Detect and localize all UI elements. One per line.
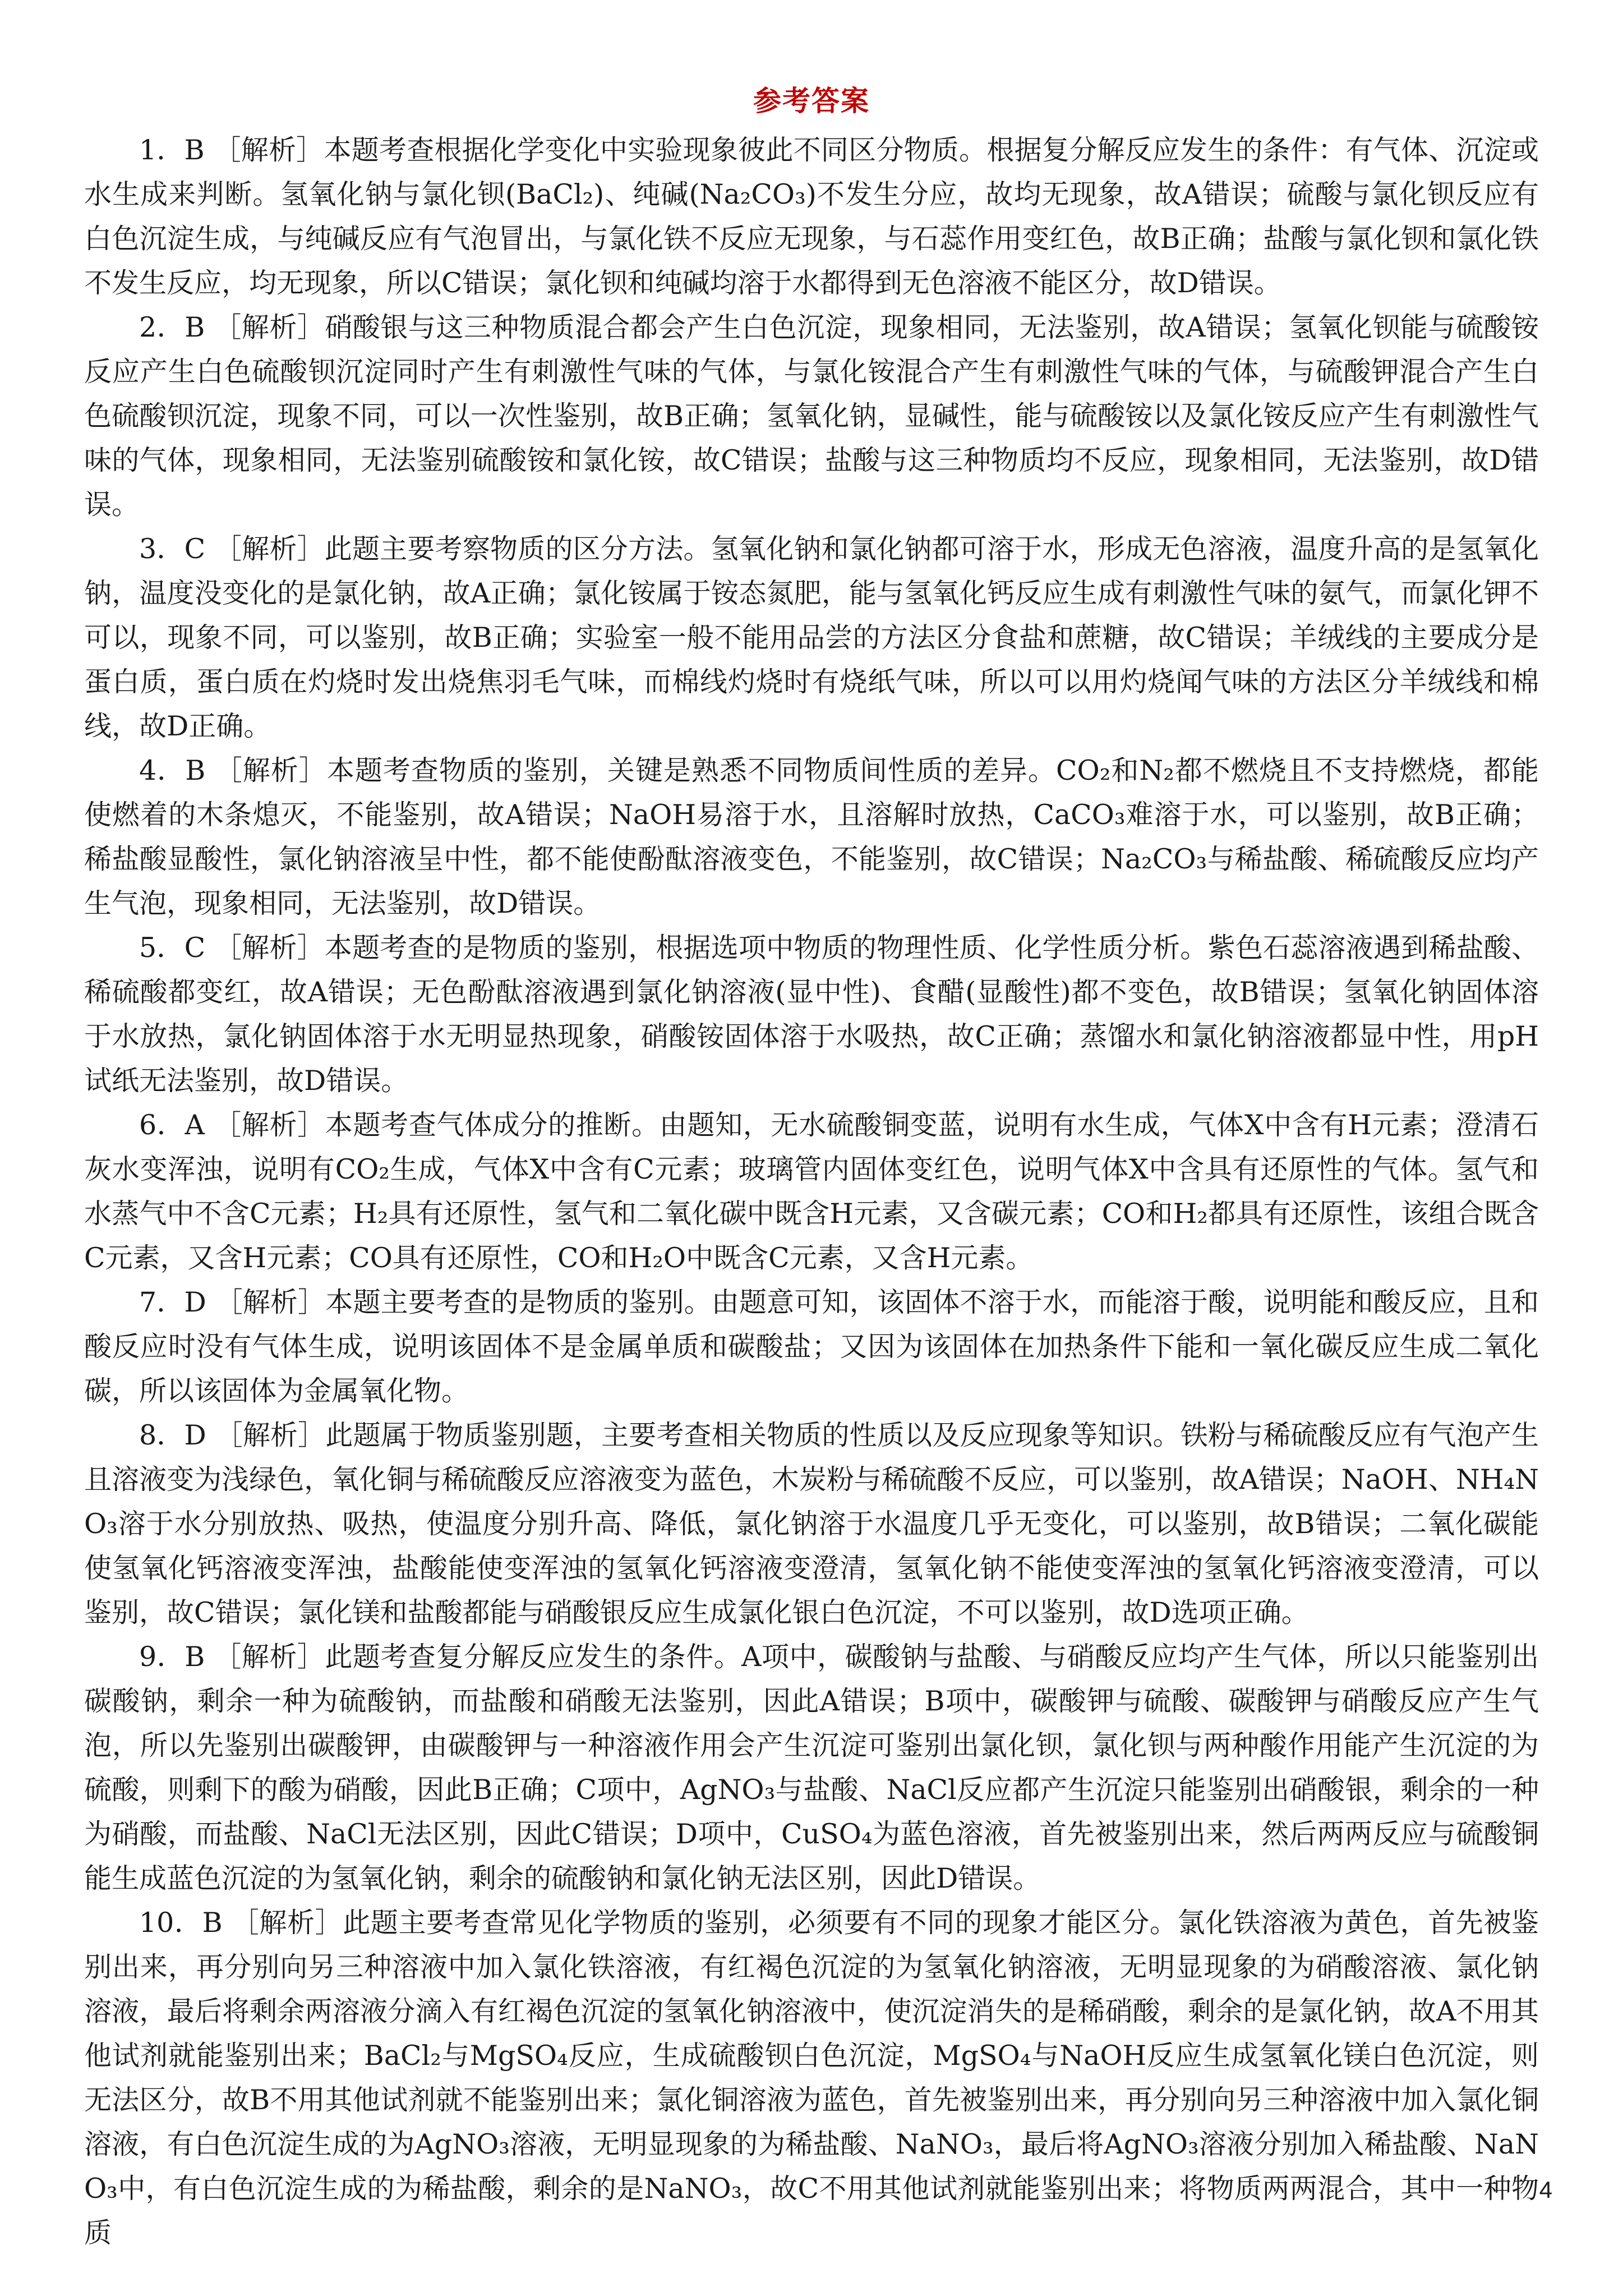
answer-2: 2．B ［解析］硝酸银与这三种物质混合都会产生白色沉淀，现象相同，无法鉴别，故A错误；氢氧化钡能与硫酸铵反应产生白色硫酸钡沉淀同时产生有刺激性气味的气体，与氯化铵混合产生有刺激性气味的气体，与硫酸钾混合产生白色硫酸钡沉淀，现象不同，可以一次性鉴别，故B正确；氢氧化钠，显碱性，能与硫酸铵以及氯化铵反应产生有刺激性气味的气体，现象相同，无法鉴别硫酸铵和氯化铵，故C错误；盐酸与这三种物质均不反应，现象相同，无法鉴别，故D错误。 [84, 311, 1539, 521]
answer-1: 1．B ［解析］本题考查根据化学变化中实验现象彼此不同区分物质。根据复分解反应发生的条件：有气体、沉淀或水生成来判断。氢氧化钠与氯化钡(BaCl₂)、纯碱(Na₂CO₃)不发生分应，故均无现象，故A错误；硫酸与氯化钡反应有白色沉淀生成，与纯碱反应有气泡冒出，与氯化铁不反应无现象，与石蕊作用变红色，故B正确；盐酸与氯化钡和氯化铁不发生反应，均无现象，所以C错误；氯化钡和纯碱均溶于水都得到无色溶液不能区分，故D错误。 [84, 134, 1539, 299]
answer-10: 10．B ［解析］此题主要考查常见化学物质的鉴别，必须要有不同的现象才能区分。氯化铁溶液为黄色，首先被鉴别出来，再分别向另三种溶液中加入氯化铁溶液，有红褐色沉淀的为氢氧化钠溶液，无明显现象的为硝酸溶液、氯化钠溶液，最后将剩余两溶液分滴入有红褐色沉淀的氢氧化钠溶液中，使沉淀消失的是稀硝酸，剩余的是氯化钠，故A不用其他试剂就能鉴别出来；BaCl₂与MgSO₄反应，生成硫酸钡白色沉淀，MgSO₄与NaOH反应生成氢氧化镁白色沉淀，则无法区分，故B不用其他试剂就不能鉴别出来；氯化铜溶液为蓝色，首先被鉴别出来，再分别向另三种溶液中加入氯化铜溶液，有白色沉淀生成的为AgNO₃溶液，无明显现象的为稀盐酸、NaNO₃，最后将AgNO₃溶液分别加入稀盐酸、NaNO₃中，有白色沉淀生成的为稀盐酸，剩余的是NaNO₃，故C不用其他试剂就能鉴别出来；将物质两两混合，其中一种物质 [84, 1907, 1539, 2249]
page-title: 参考答案 [753, 85, 870, 117]
page-number: 4 [1539, 2177, 1552, 2203]
answer-5: 5．C ［解析］本题考查的是物质的鉴别，根据选项中物质的物理性质、化学性质分析。紫色石蕊溶液遇到稀盐酸、稀硫酸都变红，故A错误；无色酚酞溶液遇到氯化钠溶液(显中性)、食醋(显酸性)都不变色，故B错误；氢氧化钠固体溶于水放热，氯化钠固体溶于水无明显热现象，硝酸铵固体溶于水吸热，故C正确；蒸馏水和氯化钠溶液都显中性，用pH试纸无法鉴别，故D错误。 [84, 932, 1539, 1097]
answer-3: 3．C ［解析］此题主要考察物质的区分方法。氢氧化钠和氯化钠都可溶于水，形成无色溶液，温度升高的是氢氧化钠，温度没变化的是氯化钠，故A正确；氯化铵属于铵态氮肥，能与氢氧化钙反应生成有刺激性气味的氨气，而氯化钾不可以，现象不同，可以鉴别，故B正确；实验室一般不能用品尝的方法区分食盐和蔗糖，故C错误；羊绒线的主要成分是蛋白质，蛋白质在灼烧时发出烧焦羽毛气味，而棉线灼烧时有烧纸气味，所以可以用灼烧闻气味的方法区分羊绒线和棉线，故D正确。 [84, 533, 1539, 742]
answer-8: 8．D ［解析］此题属于物质鉴别题，主要考查相关物质的性质以及反应现象等知识。铁粉与稀硫酸反应有气泡产生且溶液变为浅绿色，氧化铜与稀硫酸反应溶液变为蓝色，木炭粉与稀硫酸不反应，可以鉴别，故A错误；NaOH、NH₄NO₃溶于水分别放热、吸热，使温度分别升高、降低，氯化钠溶于水温度几乎无变化，可以鉴别，故B错误；二氧化碳能使氢氧化钙溶液变浑浊，盐酸能使变浑浊的氢氧化钙溶液变澄清，氢氧化钠不能使变浑浊的氢氧化钙溶液变澄清，可以鉴别，故C错误；氯化镁和盐酸都能与硝酸银反应生成氯化银白色沉淀，不可以鉴别，故D选项正确。 [84, 1419, 1539, 1628]
answer-7: 7．D ［解析］本题主要考查的是物质的鉴别。由题意可知，该固体不溶于水，而能溶于酸，说明能和酸反应，且和酸反应时没有气体生成，说明该固体不是金属单质和碳酸盐；又因为该固体在加热条件下能和一氧化碳反应生成二氧化碳，所以该固体为金属氧化物。 [84, 1286, 1539, 1407]
answer-list [84, 128, 1539, 2255]
answer-4: 4．B ［解析］本题考查物质的鉴别，关键是熟悉不同物质间性质的差异。CO₂和N₂都不燃烧且不支持燃烧，都能使燃着的木条熄灭，不能鉴别，故A错误；NaOH易溶于水，且溶解时放热，CaCO₃难溶于水，可以鉴别，故B正确；稀盐酸显酸性，氯化钠溶液呈中性，都不能使酚酞溶液变色，不能鉴别，故C错误；Na₂CO₃与稀盐酸、稀硫酸反应均产生气泡，现象相同，无法鉴别，故D错误。 [84, 754, 1539, 919]
answer-6: 6．A ［解析］本题考查气体成分的推断。由题知，无水硫酸铜变蓝，说明有水生成，气体X中含有H元素；澄清石灰水变浑浊，说明有CO₂生成，气体X中含有C元素；玻璃管内固体变红色，说明气体X中含具有还原性的气体。氢气和水蒸气中不含C元素；H₂具有还原性，氢气和二氧化碳中既含H元素，又含碳元素；CO和H₂都具有还原性，该组合既含C元素，又含H元素；CO具有还原性，CO和H₂O中既含C元素，又含H元素。 [84, 1109, 1539, 1274]
answer-9: 9．B ［解析］此题考查复分解反应发生的条件。A项中，碳酸钠与盐酸、与硝酸反应均产生气体，所以只能鉴别出碳酸钠，剩余一种为硫酸钠，而盐酸和硝酸无法鉴别，因此A错误；B项中，碳酸钾与硫酸、碳酸钾与硝酸反应产生气泡，所以先鉴别出碳酸钾，由碳酸钾与一种溶液作用会产生沉淀可鉴别出氯化钡，氯化钡与两种酸作用能产生沉淀的为硫酸，则剩下的酸为硝酸，因此B正确；C项中，AgNO₃与盐酸、NaCl反应都产生沉淀只能鉴别出硝酸银，剩余的一种为硝酸，而盐酸、NaCl无法区别，因此C错误；D项中，CuSO₄为蓝色溶液，首先被鉴别出来，然后两两反应与硫酸铜能生成蓝色沉淀的为氢氧化钠，剩余的硫酸钠和氯化钠无法区别，因此D错误。 [84, 1641, 1539, 1894]
